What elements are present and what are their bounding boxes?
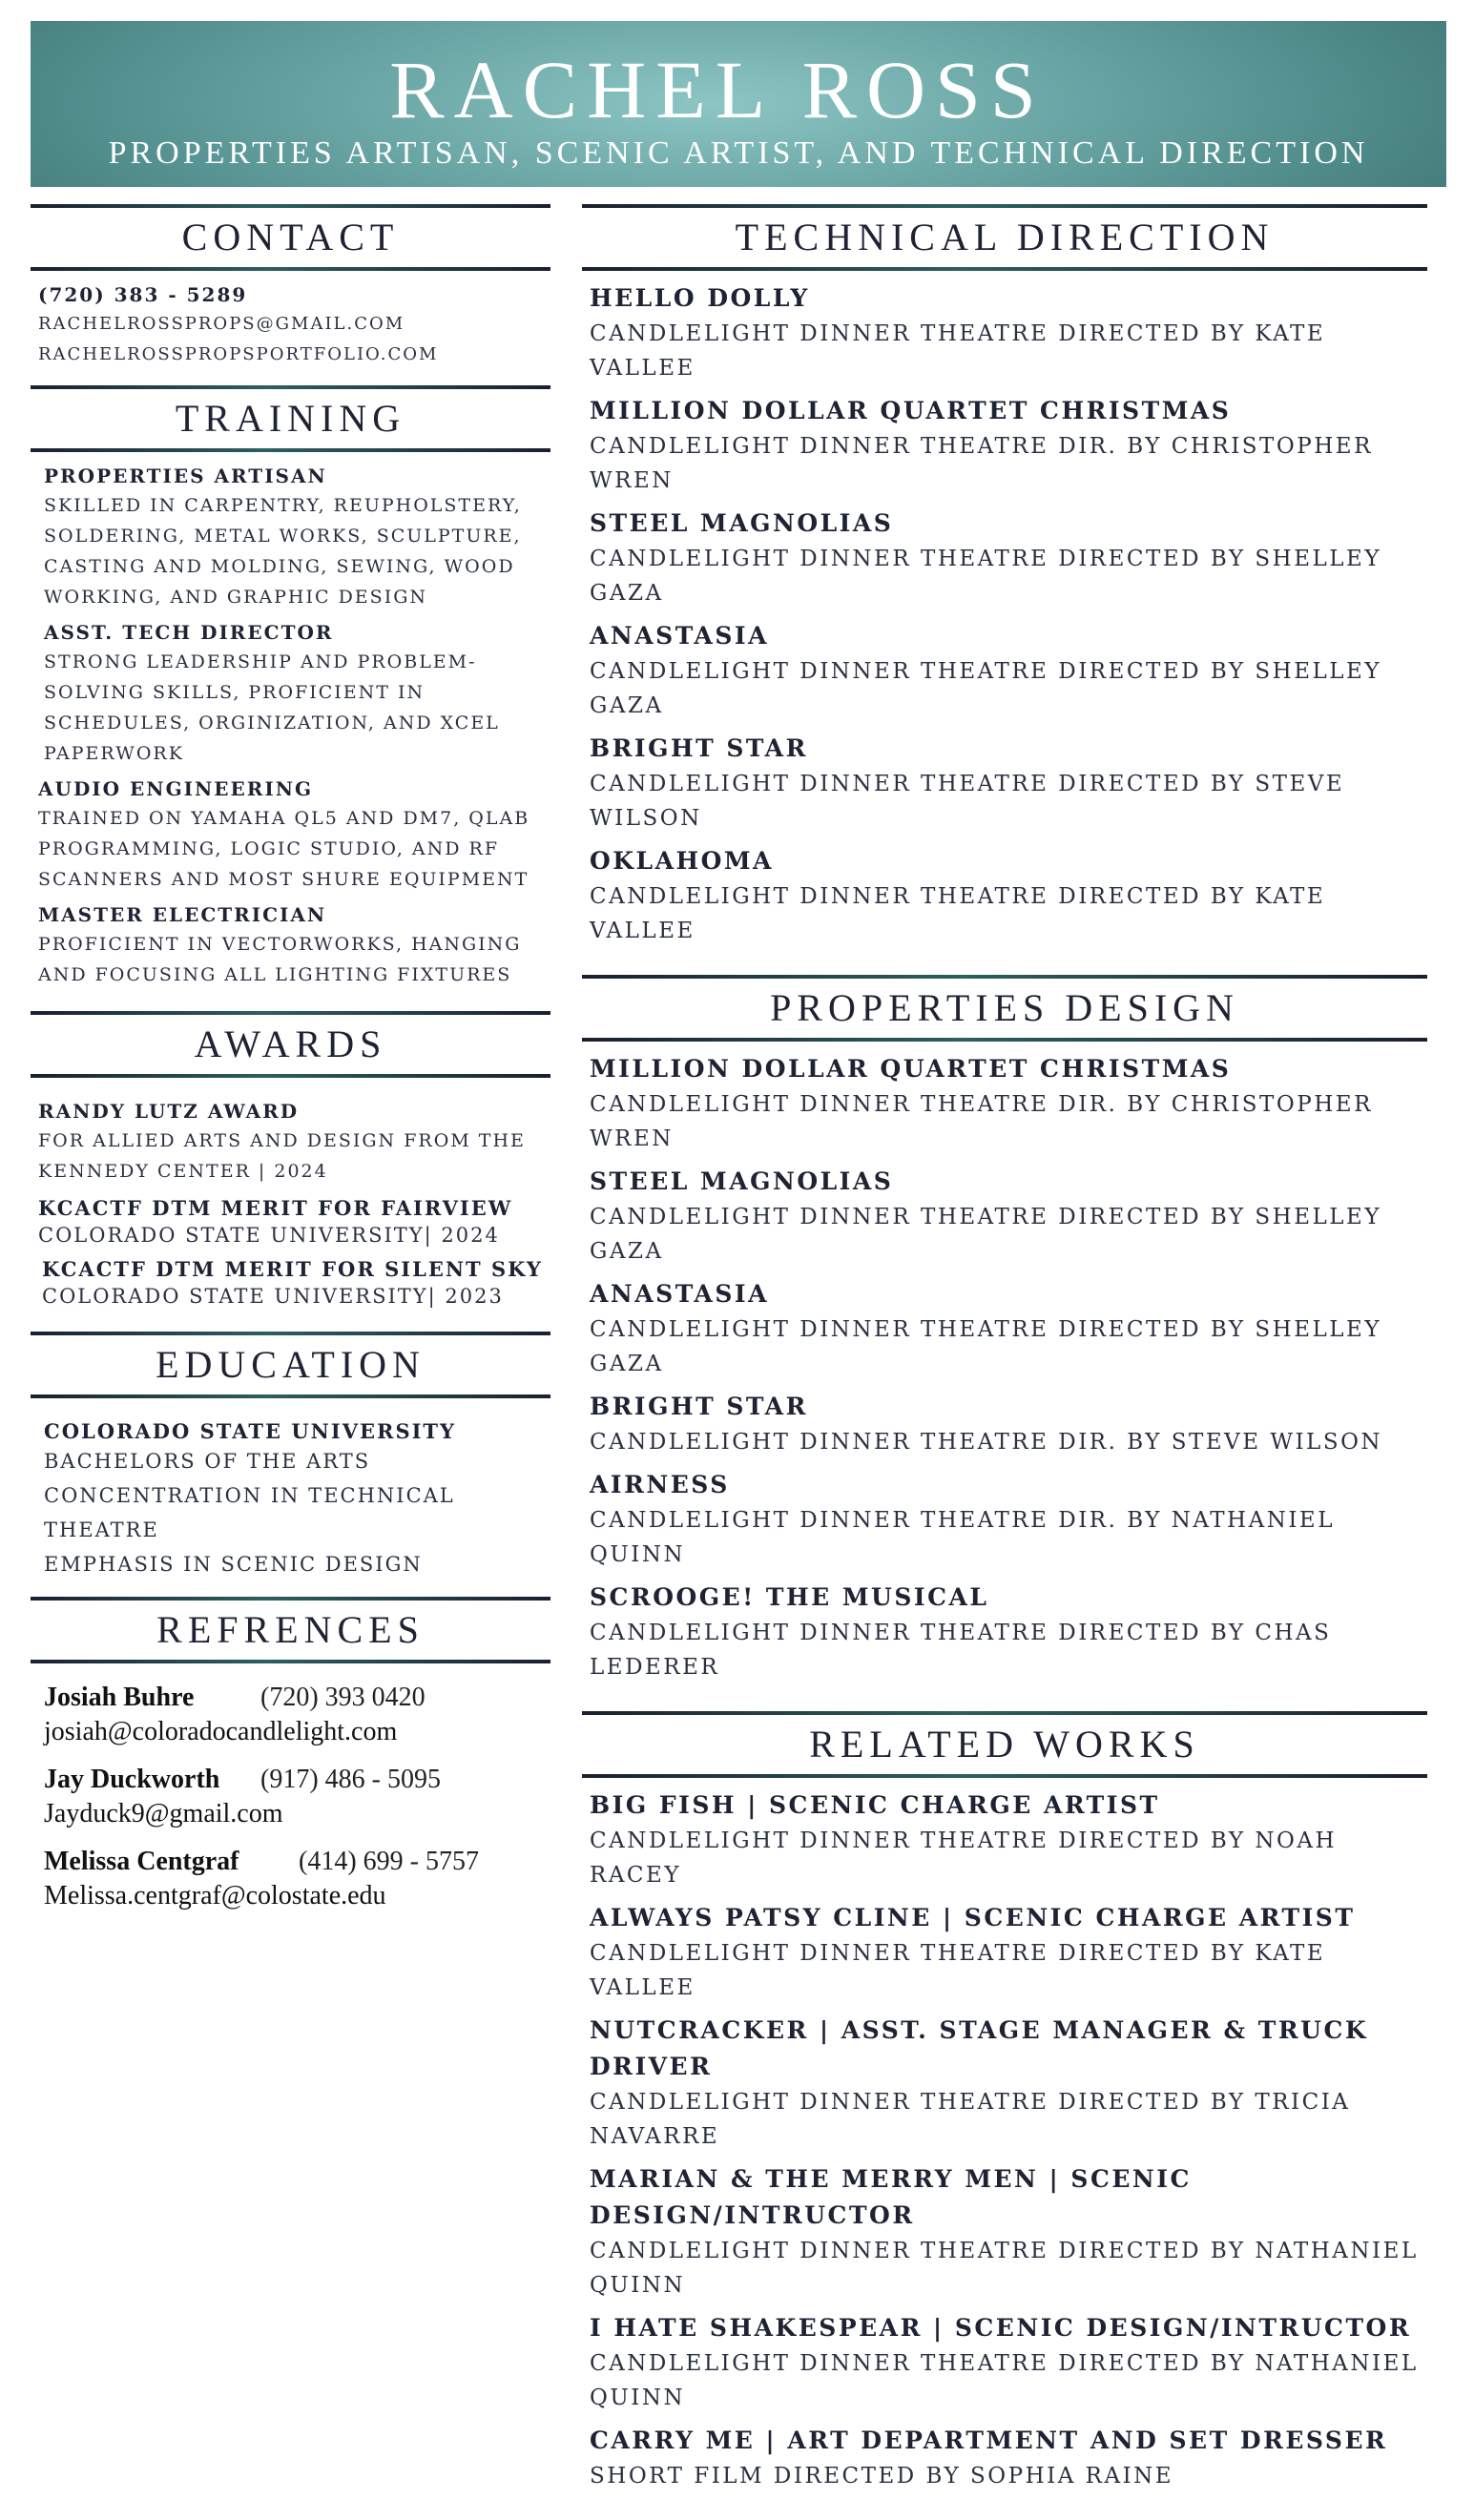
reference-email: Melissa.centgraf@colostate.edu [44, 1881, 386, 1911]
training-line: SCHEDULES, ORGINIZATION, AND XCEL [44, 713, 500, 733]
training-line: PAPERWORK [44, 743, 184, 764]
credit-show: I HATE SHAKESPEAR | SCENIC DESIGN/INTRUCTOR [590, 2314, 1412, 2342]
award-line: FOR ALLIED ARTS AND DESIGN FROM THE [38, 1130, 526, 1151]
award-line: KENNEDY CENTER | 2024 [38, 1161, 328, 1182]
credit-detail: CANDLELIGHT DINNER THEATRE DIRECTED BY KATE VALLEE [590, 1941, 1326, 2000]
training-heading: MASTER ELECTRICIAN [38, 903, 327, 926]
credit-item [590, 1276, 1427, 1381]
credit-show: NUTCRACKER | ASST. STAGE MANAGER & TRUCK DRIVER [590, 2016, 1369, 2080]
section-title: REFRENCES [156, 1608, 425, 1651]
contact-website: RACHELROSSPROPSPORTFOLIO.COM [38, 344, 439, 364]
section-title: CONTACT [181, 216, 400, 258]
education-line: BACHELORS OF THE ARTS [44, 1450, 371, 1473]
credit-item [590, 731, 1427, 836]
credit-detail: CANDLELIGHT DINNER THEATRE DIRECTED BY KATE VALLEE [590, 321, 1326, 381]
technical-direction-section [582, 204, 1427, 965]
credit-show: BIG FISH | SCENIC CHARGE ARTIST [590, 1791, 1160, 1819]
credit-show: BRIGHT STAR [590, 734, 808, 762]
credit-item [590, 2013, 1427, 2154]
credit-detail: CANDLELIGHT DINNER THEATRE DIR. BY CHRISTOPHER WREN [590, 1092, 1373, 1151]
credit-detail: CANDLELIGHT DINNER THEATRE DIR. BY CHRISTOPHER WREN [590, 434, 1373, 493]
credit-detail: CANDLELIGHT DINNER THEATRE DIRECTED BY SHELLEY GAZA [590, 1205, 1381, 1264]
training-item [38, 775, 550, 895]
credit-detail: CANDLELIGHT DINNER THEATRE DIRECTED BY TRICIA NAVARRE [590, 2090, 1351, 2149]
credit-show: MILLION DOLLAR QUARTET CHRISTMAS [590, 1055, 1232, 1083]
credit-item [590, 1580, 1427, 1684]
credit-show: MARIAN & THE MERRY MEN | SCENIC DESIGN/INTRUCTOR [590, 2165, 1192, 2229]
section-title: RELATED WORKS [809, 1723, 1200, 1766]
award-item [38, 1194, 550, 1248]
education-section [31, 1332, 550, 1587]
award-heading: KCACTF DTM MERIT FOR FAIRVIEW [38, 1196, 513, 1220]
credit-item [590, 1051, 1427, 1156]
credit-item [590, 2423, 1427, 2493]
credit-show: ANASTASIA [590, 1280, 769, 1308]
credit-show: ANASTASIA [590, 622, 769, 650]
reference-item [44, 1763, 550, 1831]
credit-item [590, 1900, 1427, 2005]
award-item [38, 1097, 550, 1187]
credit-show: STEEL MAGNOLIAS [590, 1167, 894, 1195]
award-heading: KCACTF DTM MERIT FOR SILENT SKY [42, 1257, 543, 1281]
credit-detail: CANDLELIGHT DINNER THEATRE DIRECTED BY SHELLEY GAZA [590, 1317, 1381, 1376]
reference-phone: (917) 486 - 5095 [260, 1765, 441, 1794]
training-line: PROFICIENT IN VECTORWORKS, HANGING [38, 934, 522, 955]
awards-section [31, 1011, 550, 1322]
section-title: TECHNICAL DIRECTION [735, 216, 1275, 258]
education-school: COLORADO STATE UNIVERSITY [44, 1419, 457, 1443]
credit-show: SCROOGE! THE MUSICAL [590, 1583, 989, 1611]
training-line: AND FOCUSING ALL LIGHTING FIXTURES [38, 964, 512, 985]
left-column [31, 204, 550, 1927]
reference-email: Jayduck9@gmail.com [44, 1799, 283, 1828]
right-column [582, 204, 1427, 2520]
credit-detail: CANDLELIGHT DINNER THEATRE DIRECTED BY NATHANIEL QUINN [590, 2351, 1419, 2410]
training-line: CASTING AND MOLDING, SEWING, WOOD [44, 556, 515, 577]
resume-name: RACHEL ROSS [389, 44, 1046, 135]
credit-detail: CANDLELIGHT DINNER THEATRE DIR. BY STEVE WILSON [590, 1430, 1383, 1455]
training-heading: AUDIO ENGINEERING [38, 777, 314, 800]
credit-item [590, 1467, 1427, 1572]
training-line: SKILLED IN CARPENTRY, REUPHOLSTERY, [44, 495, 522, 516]
section-title: TRAINING [175, 397, 406, 440]
resume-subtitle: PROPERTIES ARTISAN, SCENIC ARTIST, AND TECHNICAL DIRECTION [108, 135, 1369, 171]
credit-show: HELLO DOLLY [590, 284, 810, 312]
training-heading: PROPERTIES ARTISAN [44, 465, 327, 487]
section-title: PROPERTIES DESIGN [770, 986, 1239, 1029]
credit-item [590, 843, 1427, 948]
reference-item [44, 1681, 550, 1749]
credit-show: STEEL MAGNOLIAS [590, 509, 894, 537]
award-line: COLORADO STATE UNIVERSITY| 2023 [42, 1285, 504, 1308]
credit-show: BRIGHT STAR [590, 1393, 808, 1420]
training-heading: ASST. TECH DIRECTOR [44, 621, 334, 644]
reference-name: Josiah Buhre [44, 1683, 195, 1712]
section-title: AWARDS [194, 1022, 387, 1065]
credit-show: AIRNESS [590, 1471, 730, 1498]
award-item [42, 1255, 550, 1309]
credit-item [590, 1164, 1427, 1269]
credit-item [590, 393, 1427, 498]
credit-item [590, 1389, 1427, 1459]
award-heading: RANDY LUTZ AWARD [38, 1100, 300, 1123]
credit-detail: CANDLELIGHT DINNER THEATRE DIRECTED BY NATHANIEL QUINN [590, 2239, 1419, 2298]
training-line: TRAINED ON YAMAHA QL5 AND DM7, QLAB [38, 808, 530, 829]
training-line: WORKING, AND GRAPHIC DESIGN [44, 587, 428, 608]
training-line: PROGRAMMING, LOGIC STUDIO, AND RF [38, 838, 500, 859]
training-item [44, 618, 550, 769]
credit-item [590, 280, 1427, 385]
credit-detail: SHORT FILM DIRECTED BY SOPHIA RAINE [590, 2464, 1174, 2489]
properties-design-section [582, 975, 1427, 1702]
training-line: SOLDERING, METAL WORKS, SCULPTURE, [44, 526, 522, 547]
section-title: EDUCATION [156, 1343, 426, 1386]
reference-email: josiah@coloradocandlelight.com [44, 1717, 398, 1746]
credit-item [590, 2310, 1427, 2415]
credit-detail: CANDLELIGHT DINNER THEATRE DIRECTED BY SHELLEY GAZA [590, 659, 1381, 718]
credit-detail: CANDLELIGHT DINNER THEATRE DIRECTED BY CHAS LEDERER [590, 1621, 1332, 1680]
header-banner [31, 21, 1446, 187]
reference-phone: (414) 699 - 5757 [299, 1847, 479, 1876]
credit-detail: CANDLELIGHT DINNER THEATRE DIR. BY NATHANIEL QUINN [590, 1508, 1335, 1567]
reference-phone: (720) 393 0420 [260, 1683, 426, 1712]
reference-name: Jay Duckworth [44, 1765, 220, 1794]
credit-detail: CANDLELIGHT DINNER THEATRE DIRECTED BY NOAH RACEY [590, 1828, 1338, 1888]
reference-item [44, 1845, 550, 1913]
credit-detail: CANDLELIGHT DINNER THEATRE DIRECTED BY SHELLEY GAZA [590, 547, 1381, 606]
reference-name: Melissa Centgraf [44, 1847, 239, 1876]
credit-detail: CANDLELIGHT DINNER THEATRE DIRECTED BY STEVE WILSON [590, 772, 1345, 831]
training-item [44, 462, 550, 612]
training-line: SCANNERS AND MOST SHURE EQUIPMENT [38, 869, 529, 890]
education-line: EMPHASIS IN SCENIC DESIGN [44, 1553, 423, 1576]
contact-section [31, 204, 550, 376]
credit-show: CARRY ME | ART DEPARTMENT AND SET DRESSER [590, 2427, 1388, 2454]
contact-email: RACHELROSSPROPS@GMAIL.COM [38, 314, 405, 334]
education-line: CONCENTRATION IN TECHNICAL THEATRE [44, 1484, 455, 1541]
credit-detail: CANDLELIGHT DINNER THEATRE DIRECTED BY KATE VALLEE [590, 884, 1326, 943]
credit-show: OKLAHOMA [590, 847, 774, 875]
related-works-section [582, 1711, 1427, 2510]
award-line: COLORADO STATE UNIVERSITY| 2024 [38, 1224, 500, 1247]
credit-item [590, 618, 1427, 723]
credit-show: MILLION DOLLAR QUARTET CHRISTMAS [590, 397, 1232, 424]
credit-item [590, 1787, 1427, 1892]
credit-item [590, 506, 1427, 610]
contact-phone: (720) 383 - 5289 [38, 283, 248, 306]
training-section [31, 385, 550, 1002]
references-section [31, 1597, 550, 1913]
training-line: STRONG LEADERSHIP AND PROBLEM- [44, 651, 477, 672]
training-line: SOLVING SKILLS, PROFICIENT IN [44, 682, 426, 703]
training-item [38, 900, 550, 990]
credit-show: ALWAYS PATSY CLINE | SCENIC CHARGE ARTIST [590, 1904, 1356, 1931]
credit-item [590, 2161, 1427, 2303]
